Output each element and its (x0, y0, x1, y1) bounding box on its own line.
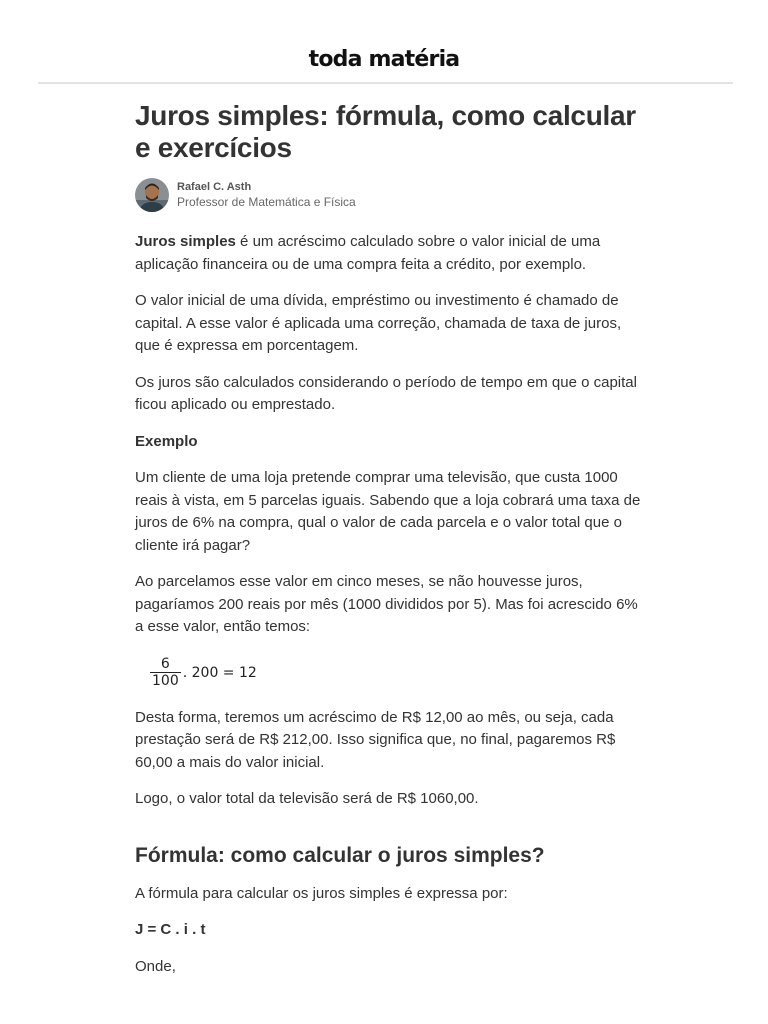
author-name[interactable]: Rafael C. Asth (177, 181, 252, 193)
fraction-denominator: 100 (152, 673, 179, 689)
paragraph-total: Logo, o valor total da televisão será de R$ 1060,00. (135, 790, 479, 807)
paragraph-installments: Ao parcelamos esse valor em cinco meses, se não houvesse juros, pagaríamos 200 reais por mês (1000 divididos por 5). Mas foi acrescido 6% a esse valor, então temos: (135, 573, 638, 635)
paragraph-capital: O valor inicial de uma dívida, empréstimo ou investimento é chamado de capital. A esse valor é aplicada uma correção, chamada de taxa de juros, que é expressa em porcentagem. (135, 292, 622, 354)
formula-rest: . 200 = 12 (182, 664, 257, 681)
paragraph-result: Desta forma, teremos um acréscimo de R$ 12,00 ao mês, ou seja, cada prestação será de R$ 212,00. Isso significa que, no final, pagaremos R$ 60,00 a mais do valor inicial. (135, 708, 616, 771)
example-label: Exemplo (135, 432, 198, 450)
paragraph-period: Os juros são calculados considerando o período de tempo em que o capital ficou aplicado ou emprestado. (135, 373, 637, 413)
site-logo[interactable]: toda matéria (308, 47, 460, 72)
simple-interest-formula: J = C . i . t (135, 921, 206, 938)
author-block (135, 178, 645, 212)
paragraph-where: Onde, (135, 957, 176, 975)
paragraph-example: Um cliente de uma loja pretende comprar uma televisão, que custa 1000 reais à vista, em 5 parcelas iguais. Sabendo que a loja cobrará uma taxa de juros de 6% na compra, qual o valor de cada parcela e o valor total que o cliente irá pagar? (135, 469, 641, 554)
intro-text: é um acréscimo calculado sobre o valor inicial de uma aplicação financeira ou de uma compra feita a crédito, por exemplo. (135, 233, 601, 273)
header-divider (38, 82, 733, 84)
article-title: Juros simples: fórmula, como calcular e exercícios (135, 100, 636, 163)
interest-formula-image (135, 653, 645, 693)
article (135, 100, 645, 978)
author-text (177, 180, 356, 210)
section-title-formula: Fórmula: como calcular o juros simples? (135, 843, 545, 867)
fraction (150, 656, 181, 689)
paragraph-formula-intro: A fórmula para calcular os juros simples é expressa por: (135, 884, 508, 902)
intro-bold-term: Juros simples (135, 233, 236, 250)
intro-paragraph (135, 231, 645, 276)
fraction-numerator: 6 (160, 656, 170, 672)
site-header (0, 0, 768, 85)
author-avatar[interactable] (135, 178, 169, 212)
author-role: Professor de Matemática e Física (177, 195, 356, 209)
avatar-portrait-icon (135, 178, 169, 212)
